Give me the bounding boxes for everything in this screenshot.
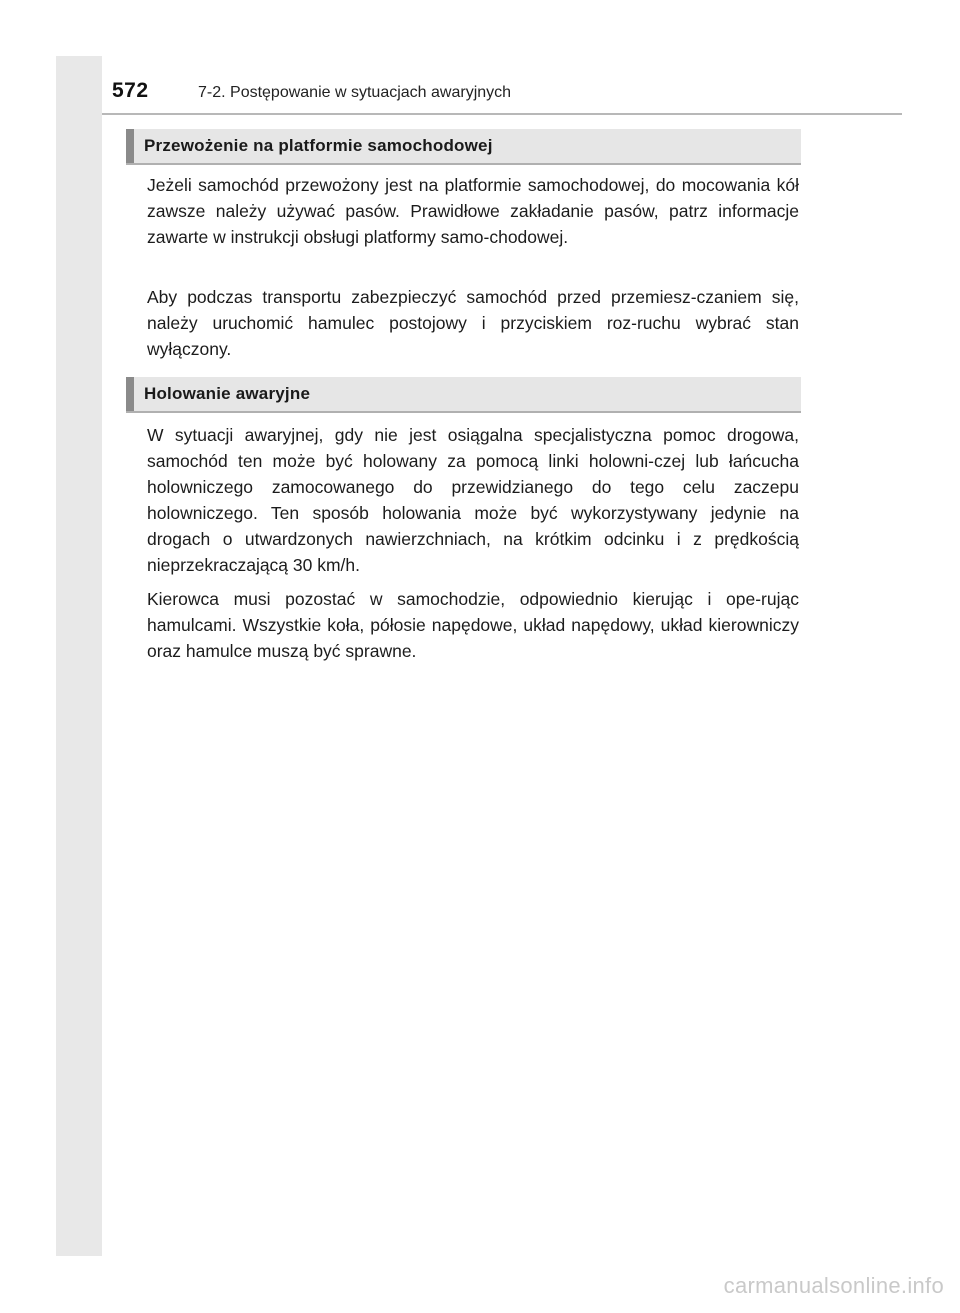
paragraph: Aby podczas transportu zabezpieczyć samochód przed przemiesz-czaniem się, należy uruchomić hamulec postojowy i przyciskiem roz-ruchu wybrać stan wyłączony. (147, 287, 799, 359)
paragraph: Kierowca musi pozostać w samochodzie, odpowiednio kierując i ope-rując hamulcami. Wszystkie koła, półosie napędowe, układ napędowy, układ kierowniczy oraz hamulce muszą być sprawne. (147, 589, 799, 661)
section-title: Przewożenie na platformie samochodowej (144, 136, 493, 155)
page-header (102, 76, 902, 114)
paragraph: W sytuacji awaryjnej, gdy nie jest osiągalna specjalistyczna pomoc drogowa, samochód ten może być holowany za pomocą linki holowni-czej lub łańcucha holowniczego zamocowanego do przewidzianego do tego celu zaczepu holowniczego. Ten sposób holowania może być wykorzystywany jedynie na drogach o utwardzonych nawierzchniach, na krótkim odcinku i z prędkością nieprzekraczającą 30 km/h. (147, 425, 799, 575)
page-number: 572 (112, 79, 149, 102)
paragraph: Jeżeli samochód przewożony jest na platformie samochodowej, do mocowania kół zawsze należy używać pasów. Prawidłowe zakładanie pasów, patrz informacje zawarte w instrukcji obsługi platformy samo-chodowej. (147, 175, 799, 247)
watermark: carmanualsonline.info (723, 1273, 944, 1298)
section-heading-platform-transport (126, 129, 801, 165)
page-margin-strip (56, 56, 102, 1256)
section-heading-accent (126, 377, 134, 411)
section-title: Holowanie awaryjne (144, 384, 311, 403)
chapter-title: 7-2. Postępowanie w sytuacjach awaryjnych (198, 84, 512, 101)
section-heading-accent (126, 129, 134, 163)
section-heading-emergency-towing (126, 377, 801, 413)
header-divider (102, 113, 902, 115)
